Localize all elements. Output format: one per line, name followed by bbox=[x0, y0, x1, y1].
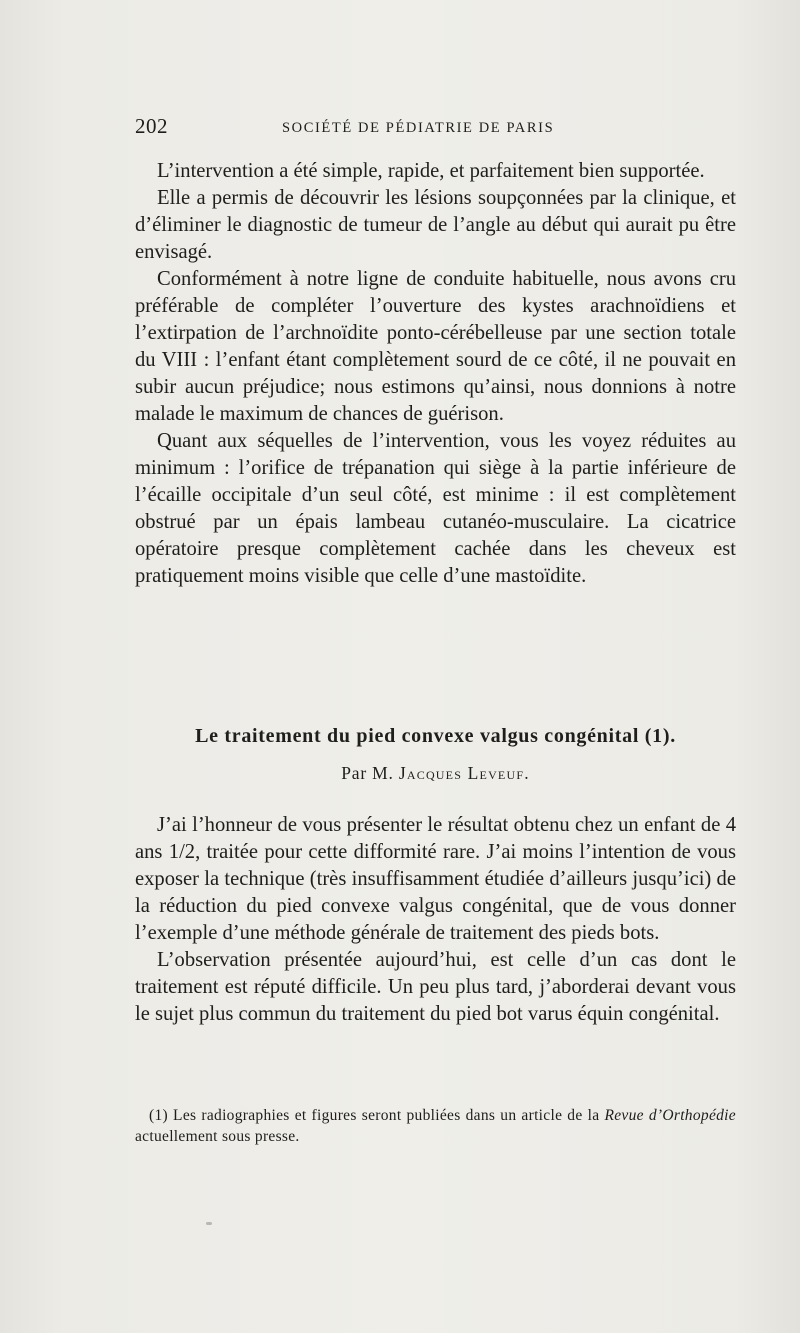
paper-speck bbox=[206, 1222, 212, 1225]
paragraph: J’ai l’honneur de vous présenter le résultat obtenu chez un enfant de 4 ans 1/2, traitée pour cette difformité rare. J’ai moins l’intention de vous exposer la technique (très insuffisamment étudiée d’ailleurs jusqu’ici) de la réduction du pied convexe valgus congénital, que de vous donner l’exemple d’une méthode générale de traitement des pieds bots. bbox=[135, 814, 736, 944]
footnote-text-end: actuellement sous presse. bbox=[135, 1128, 300, 1145]
journal-running-title: SOCIÉTÉ DE PÉDIATRIE DE PARIS bbox=[282, 120, 555, 136]
footnote-text: Les radiographies et figures seront publiées dans un article de la bbox=[173, 1107, 600, 1124]
article-title: Le traitement du pied convexe valgus congénital (1). bbox=[195, 725, 676, 747]
paragraph: Quant aux séquelles de l’intervention, vous les voyez réduites au minimum : l’orifice de trépanation qui siège à la partie inférieure de l’écaille occipitale d’un seul côté, est minime : il est complètement obstrué par un épais lambeau cutanéo-musculaire. La cicatrice opératoire presque complètement cachée dans les cheveux est pratiquement moins visible que celle d’une mastoïdite. bbox=[135, 430, 736, 587]
paragraph: Elle a permis de découvrir les lésions soupçonnées par la clinique, et d’éliminer le diagnostic de tumeur de l’angle au début qui aurait pu être envisagé. bbox=[135, 187, 736, 263]
footnote-marker: (1) bbox=[149, 1107, 168, 1124]
author-name: Jacques Leveuf. bbox=[398, 763, 530, 783]
page-number: 202 bbox=[135, 114, 168, 138]
byline-prefix: Par M. bbox=[341, 763, 394, 783]
footnote-journal-name: Revue d’Orthopédie bbox=[604, 1107, 736, 1124]
running-head bbox=[135, 114, 735, 144]
paragraph: L’observation présentée aujourd’hui, est celle d’un cas dont le traitement est réputé difficile. Un peu plus tard, j’aborderai devant vous le sujet plus commun du traitement du pied bot varus équin congénital. bbox=[135, 949, 736, 1025]
footnote bbox=[135, 1105, 736, 1147]
paragraph: Conformément à notre ligne de conduite habituelle, nous avons cru préférable de compléter l’ouverture des kystes arachnoïdiens et l’extirpation de l’archnoïdite ponto-cérébelleuse par une section totale du VIII : l’enfant étant complètement sourd de ce côté, il ne pouvait en subir aucun préjudice; nous estimons qu’ainsi, nous donnions à notre malade le maximum de chances de guérison. bbox=[135, 268, 736, 425]
byline bbox=[135, 763, 736, 784]
paragraph: L’intervention a été simple, rapide, et parfaitement bien supportée. bbox=[157, 160, 705, 182]
article-body bbox=[135, 812, 736, 1028]
previous-article-text bbox=[135, 158, 736, 590]
